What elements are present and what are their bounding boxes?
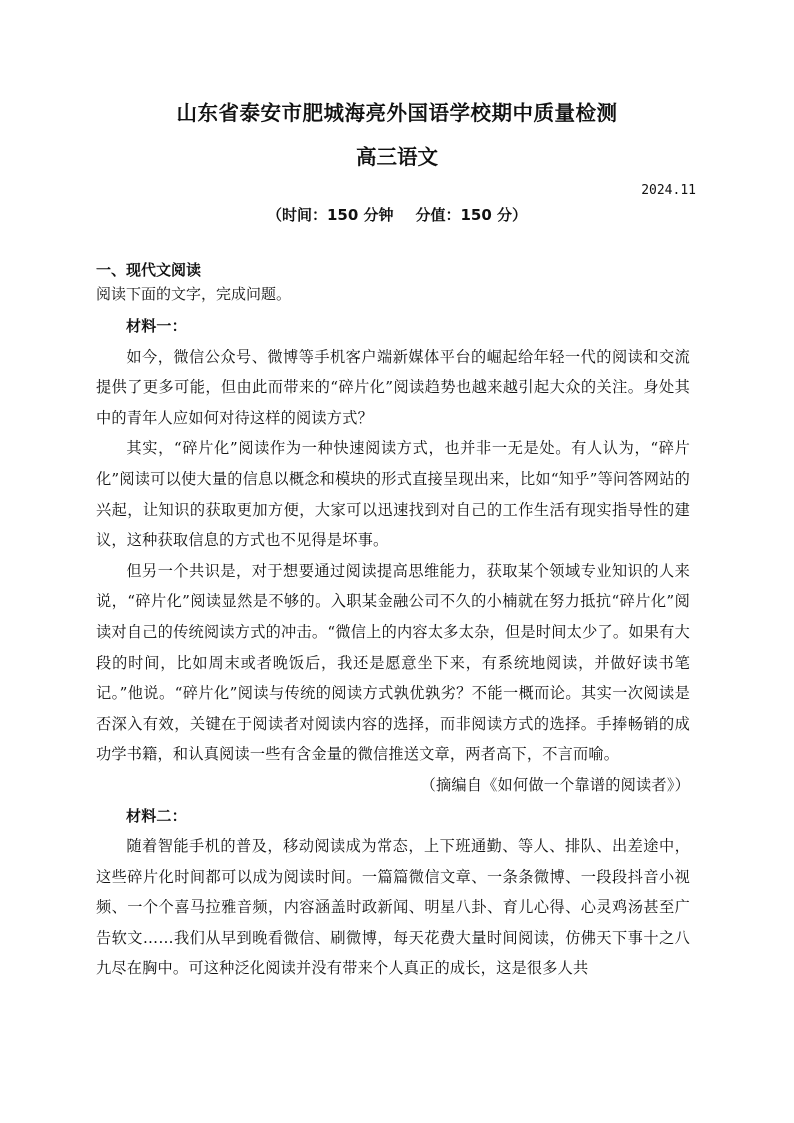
exam-time-score-info bbox=[0, 204, 794, 225]
material-one-paragraph: 但另一个共识是，对于想要通过阅读提高思维能力，获取某个领域专业知识的人来说，“碎片化”阅读显然是不够的。入职某金融公司不久的小楠就在努力抵抗“碎片化”阅读对自己的传统阅读方式的冲击。“微信上的内容太多太杂，但是时间太少了。如果有大段的时间，比如周末或者晚饭后，我还是愿意坐下来，有系统地阅读，并做好读书笔记。”他说。“碎片化”阅读与传统的阅读方式孰优孰劣？不能一概而论。其实一次阅读是否深入有效，关键在于阅读者对阅读内容的选择，而非阅读方式的选择。手捧畅销的成功学书籍，和认真阅读一些有含金量的微信推送文章，两者高下，不言而喻。 bbox=[96, 561, 690, 764]
material-one-heading: 材料一： bbox=[126, 317, 187, 335]
material-one-paragraph: 其实，“碎片化”阅读作为一种快速阅读方式，也并非一无是处。有人认为，“碎片化”阅读可以使大量的信息以概念和模块的形式直接呈现出来，比如“知乎”等问答网站的兴起，让知识的获取更加方便，大家可以迅速找到对自己的工作生活有现实指导性的建议，这种获取信息的方式也不见得是坏事。 bbox=[96, 439, 690, 550]
material-two-heading: 材料二： bbox=[126, 806, 187, 825]
page-subtitle: 高三语文 bbox=[356, 145, 438, 169]
page-title: 山东省泰安市肥城海亮外国语学校期中质量检测 bbox=[176, 101, 618, 125]
exam-date: 2024.11 bbox=[641, 183, 696, 198]
material-one-paragraph: 如今，微信公众号、微博等手机客户端新媒体平台的崛起给年轻一代的阅读和交流提供了更多可能，但由此而带来的“碎片化”阅读趋势也越来越引起大众的关注。身处其中的青年人应如何对待这样的阅读方式？ bbox=[96, 347, 690, 427]
time-info: （时间：150 分钟 bbox=[266, 206, 394, 224]
reading-body bbox=[96, 311, 690, 984]
section-heading: 一、现代文阅读 bbox=[96, 261, 202, 279]
material-one-source: （摘编自《如何做一个靠谱的阅读者》） bbox=[420, 775, 690, 794]
section-instruction: 阅读下面的文字，完成问题。 bbox=[96, 285, 292, 303]
material-two-paragraph: 随着智能手机的普及，移动阅读成为常态，上下班通勤、等人、排队、出差途中，这些碎片化时间都可以成为阅读时间。一篇篇微信文章、一条条微博、一段段抖音小视频、一个个喜马拉雅音频，内容涵盖时政新闻、明星八卦、育儿心得、心灵鸡汤甚至广告软文……我们从早到晚看微信、刷微博，每天花费大量时间阅读，仿佛天下事十之八九尽在胸中。可这种泛化阅读并没有带来个人真正的成长，这是很多人共 bbox=[96, 837, 690, 978]
score-info: 分值：150 分） bbox=[415, 206, 528, 224]
